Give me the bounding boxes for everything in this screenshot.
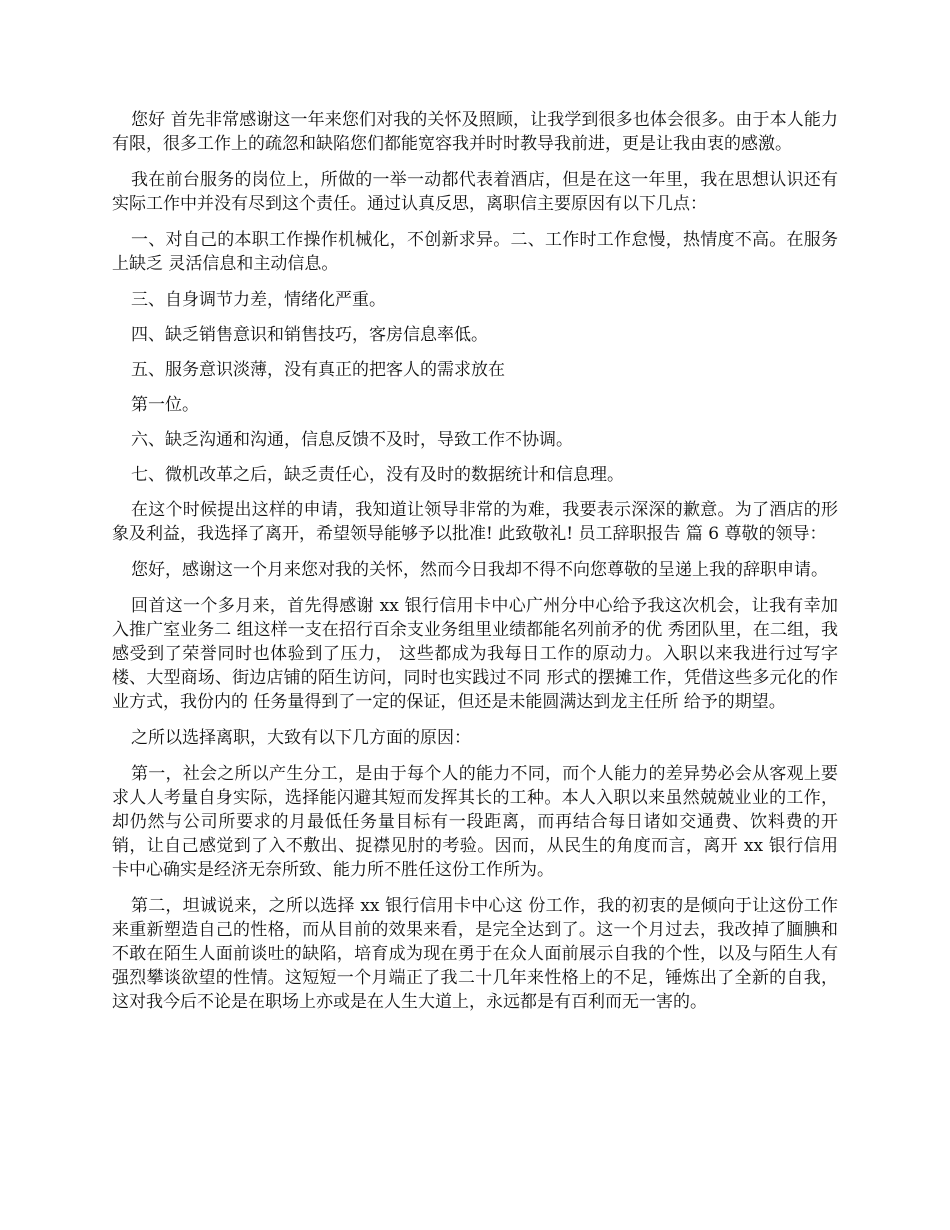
paragraph-first-cause: 第一，社会之所以产生分工，是由于每个人的能力不同，而个人能力的差异势必会从客观上要求人人考量自身实际，选择能闪避其短而发挥其长的工种。本人入职以来虽然兢兢业业的工作，却仍然与公司所要求的月最低任务量目标有一段距离，而再结合每日诸如交通费、饮料费的开销，让自己感觉到了入不敷出、捉襟见肘的考验。因而，从民生的角度而言，离开 xx 银行信用卡中心确实是经济无奈所致、能力所不胜任这份工作所为。 [112, 764, 838, 880]
paragraph-reason-four: 四、缺乏销售意识和销售技巧，客房信息率低。 [131, 325, 488, 345]
paragraph-greeting: 您好 首先非常感谢这一年来您们对我的关怀及照顾，让我学到很多也体会很多。由于本人能力有限，很多工作上的疏忽和缺陷您们都能宽容我并时时教导我前进，更是让我由衷的感激。 [112, 110, 838, 154]
paragraph-review: 回首这一个多月来，首先得感谢 xx 银行信用卡中心广州分中心给予我这次机会，让我有幸加入推广室业务二 组这样一支在招行百余支业务组里业绩都能名列前矛的优 秀团队里，在二组，我感受到了荣誉同时也体验到了压力， 这些都成为我每日工作的原动力。入职以来我进行过写字 楼、大型商场、街边店铺的陌生访问，同时也实践过不同 形式的摆摊工作，凭借这些多元化的作业方式，我份内的 任务量得到了一定的保证，但还是未能圆满达到龙主任所 给予的期望。 [112, 596, 838, 712]
paragraph-reason-three: 三、自身调节力差，情绪化严重。 [131, 290, 386, 310]
paragraph-reason-six: 六、缺乏沟通和沟通，信息反馈不及时，导致工作不协调。 [131, 430, 573, 450]
paragraph-second-cause: 第二，坦诚说来，之所以选择 xx 银行信用卡中心这 份工作，我的初衷的是倾向于让这份工作来重新塑造自己的性格，而从目前的效果来看，是完全达到了。这一个月过去，我改掉了腼腆和不敢在陌生人面前谈吐的缺陷，培育成为现在勇于在众人面前展示自我的个性，以及与陌生人有强烈攀谈欲望的性情。这短短一个月端正了我二十几年来性格上的不足，锤炼出了全新的自我，这对我今后不论是在职场上亦或是在人生大道上，永远都是有百利而无一害的。 [112, 896, 838, 1012]
paragraph-apology: 在这个时候提出这样的申请，我知道让领导非常的为难，我要表示深深的歉意。为了酒店的形象及利益，我选择了离开，希望领导能够予以批准! 此致敬礼! 员工辞职报告 篇 6 尊敬的领导： [112, 500, 838, 544]
paragraph-causes-intro: 之所以选择离职，大致有以下几方面的原因： [131, 728, 471, 748]
document-body [112, 108, 838, 1026]
paragraph-reason-five: 五、服务意识淡薄，没有真正的把客人的需求放在 [131, 360, 505, 380]
paragraph-reasons-intro: 我在前台服务的岗位上，所做的一举一动都代表着酒店，但是在这一年里，我在思想认识还有实际工作中并没有尽到这个责任。通过认真反思，离职信主要原因有以下几点： [112, 170, 838, 214]
paragraph-reason-seven: 七、微机改革之后，缺乏责任心，没有及时的数据统计和信息理。 [131, 465, 624, 485]
paragraph-thanks: 您好，感谢这一个月来您对我的关怀，然而今日我却不得不向您尊敬的呈递上我的辞职申请。 [131, 560, 828, 580]
paragraph-reason-five-cont: 第一位。 [131, 395, 199, 415]
paragraph-reason-one-two: 一、对自己的本职工作操作机械化，不创新求异。二、工作时工作怠慢，热情度不高。在服务上缺乏 灵活信息和主动信息。 [112, 230, 838, 274]
